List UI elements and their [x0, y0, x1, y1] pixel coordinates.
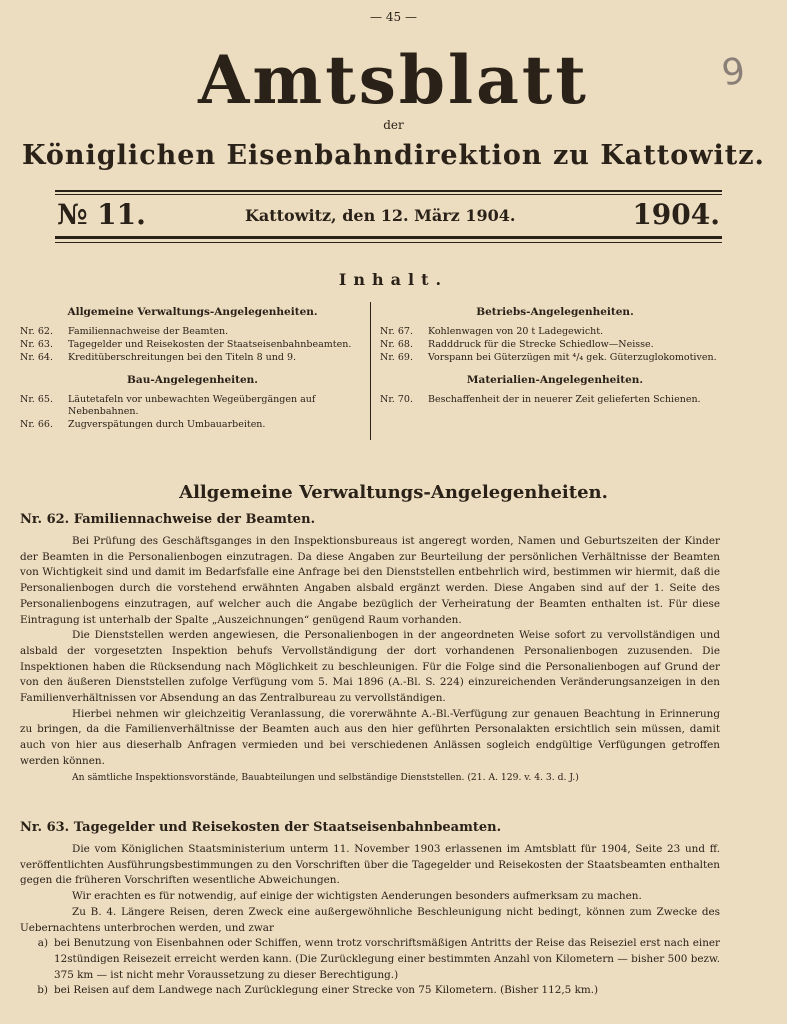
toc-heading: Materialien-Angelegenheiten. [466, 374, 644, 386]
toc-item [20, 394, 365, 418]
toc-item-number: Nr. 64. [20, 352, 53, 363]
toc-item-number: Nr. 62. [20, 326, 53, 337]
header-rule-top-thin [55, 194, 722, 195]
article-63-paragraph-2: Wir erachten es für notwendig, auf einige der wichtigsten Aenderungen besonders aufmerksam zu machen. [72, 890, 642, 903]
toc-heading: Allgemeine Verwaltungs-Angelegenheiten. [67, 306, 318, 318]
article-62-paragraph-1: Bei Prüfung des Geschäftsganges in den Inspektionsbureaus ist angeregt worden, Namen und Geburtszeiten der Kinder der Beamten in die Personalienbogen einzutragen. Da diese Angaben zur Beurteilung der persönlichen Verhältnisse der Beamten von Wichtigkeit sind und damit im Bedarfsfalle eine Anfrage bei den Dienststellen entbehrlich wird, bestimmen wir hiermit, daß die Personalienbogen durch die vorstehend erwähnten Angaben alsbald ergänzt werden. Diese Angaben sind auf der 1. Seite des Personalienbogens einzutragen, auf welcher auch die Angabe bezüglich der Verheiratung der Beamten enthalten ist. Für diese Eintragung ist unterhalb der Spalte „Auszeichnungen“ genügend Raum vorhanden. [20, 535, 720, 626]
item-text: bei Benutzung von Eisenbahnen oder Schiffen, wenn trotz vorschriftsmäßigen Antritts der Reise das Reiseziel erst nach einer 12stündigen Reisezeit erreicht werden kann. (Die Zurücklegung einer bestimmten Anzahl von Kilometern — bisher 500 bezw. 375 km — ist nicht mehr Voraussetzung zu dieser Berechtigung.) [54, 937, 720, 981]
article-62-body [20, 534, 720, 785]
toc-item [380, 352, 730, 364]
toc-item-number: Nr. 67. [380, 326, 413, 337]
toc-item-text: Kohlenwagen von 20 t Ladegewicht. [428, 326, 604, 337]
toc-item [20, 419, 365, 431]
contents-left-column [20, 304, 365, 432]
item-text: bei Reisen auf dem Landwege nach Zurücklegung einer Strecke von 75 Kilometern. (Bisher 112,5 km.) [54, 984, 599, 997]
header-rule-top [55, 190, 722, 192]
toc-item [20, 339, 365, 351]
toc-item-text: Familiennachweise der Beamten. [68, 326, 229, 337]
toc-item-number: Nr. 70. [380, 394, 413, 405]
toc-item-number: Nr. 65. [20, 394, 53, 405]
article-62-title: Nr. 62. Familiennachweise der Beamten. [20, 512, 316, 527]
toc-item [20, 326, 365, 338]
masthead-subtitle: Königlichen Eisenbahndirektion zu Kattowitz. [22, 140, 765, 171]
header-rule-bottom [55, 236, 722, 239]
toc-heading: Betriebs-Angelegenheiten. [476, 306, 634, 318]
toc-item-text: Beschaffenheit der in neuerer Zeit gelieferten Schienen. [428, 394, 701, 405]
header-rule-bottom-thin [55, 242, 722, 243]
article-63-paragraph-1: Die vom Königlichen Staatsministerium unterm 11. November 1903 erlassenen im Amtsblatt für 1904, Seite 23 und ff. veröffentlichten Ausführungsbestimmungen zu den Vorschriften über die Tagegelder und Reisekosten der Staatsbeamten enthalten gegen die früheren Vorschriften wesentliche Abweichungen. [20, 843, 720, 887]
toc-item-number: Nr. 68. [380, 339, 413, 350]
article-62-paragraph-2: Die Dienststellen werden angewiesen, die Personalienbogen in der angeordneten Weise sofort zu vervollständigen und alsbald der vorgesetzten Inspektion behufs Vervollständigung der dort vorhandenen Personalienbogen zuzusenden. Die Inspektionen haben die Rücksendung nach Möglichkeit zu beschleunigen. Für die Folge sind die Personalienbogen auf Grund der von den äußeren Dienststellen zufolge Verfügung vom 5. Mai 1896 (A.-Bl. S. 224) einzureichenden Veränderungsanzeigen in den Familienverhältnissen vor Absendung an das Zentralbureau zu vervollständigen. [20, 629, 720, 705]
article-62-reference: An sämtliche Inspektionsvorstände, Bauabteilungen und selbständige Dienststellen. (21. A. 129. v. 4. 3. d. J.) [72, 771, 579, 783]
toc-heading: Bau-Angelegenheiten. [127, 374, 258, 386]
toc-item-text: Vorspann bei Güterzügen mit ⁴/₄ gek. Güterzuglokomotiven. [428, 352, 717, 363]
toc-item-text: Tagegelder und Reisekosten der Staatseisenbahnbeamten. [68, 339, 352, 350]
toc-item-text: Zugverspätungen durch Umbauarbeiten. [68, 419, 266, 430]
contents-title: Inhalt. [338, 270, 449, 289]
article-63-paragraph-3: Zu B. 4. Längere Reisen, deren Zweck eine außergewöhnliche Beschleunigung nicht bedingt, können zum Zwecke des Uebernachtens unterbrochen werden, und zwar [20, 905, 720, 934]
toc-item-text: Kreditüberschreitungen bei den Titeln 8 und 9. [68, 352, 297, 363]
toc-item-text: Radddruck für die Strecke Schiedlow—Neisse. [428, 339, 654, 350]
toc-item [380, 394, 730, 406]
toc-item-number: Nr. 63. [20, 339, 53, 350]
section-heading: Allgemeine Verwaltungs-Angelegenheiten. [179, 482, 608, 503]
page-number: — 45 — [370, 10, 417, 24]
toc-item-text: Läutetafeln vor unbewachten Wegeübergängen auf Nebenbahnen. [68, 394, 316, 417]
item-label: a) [37, 937, 48, 950]
margin-pencil-mark: 9 [719, 50, 748, 95]
masthead-der: der [383, 118, 404, 132]
article-63-item-a [20, 936, 720, 983]
toc-item-number: Nr. 69. [380, 352, 413, 363]
contents-column-divider [370, 302, 371, 440]
article-63-title: Nr. 63. Tagegelder und Reisekosten der Staatseisenbahnbeamten. [20, 820, 502, 835]
issue-date: Kattowitz, den 12. März 1904. [245, 206, 516, 225]
issue-year: 1904. [632, 198, 720, 231]
issue-number: № 11. [57, 198, 146, 231]
article-62-paragraph-3: Hierbei nehmen wir gleichzeitig Veranlassung, die vorerwähnte A.-Bl.-Verfügung zur genauen Beachtung in Erinnerung zu bringen, da die Familienverhältnisse der Beamten auch aus den hier geführten Personalakten ersichtlich sein müssen, damit auch von hier aus dieserhalb Anfragen vermieden und bei verschiedenen Anlässen sogleich endgültige Verfügungen getroffen werden können. [20, 707, 720, 767]
toc-item-number: Nr. 66. [20, 419, 53, 430]
toc-item [20, 352, 365, 364]
issue-line [55, 198, 722, 234]
article-63-item-b [20, 983, 720, 999]
toc-item [380, 339, 730, 351]
masthead-title: Amtsblatt [198, 41, 589, 119]
contents-right-column [380, 304, 730, 407]
article-63-body [20, 842, 720, 999]
toc-item [380, 326, 730, 338]
item-label: b) [37, 984, 48, 997]
